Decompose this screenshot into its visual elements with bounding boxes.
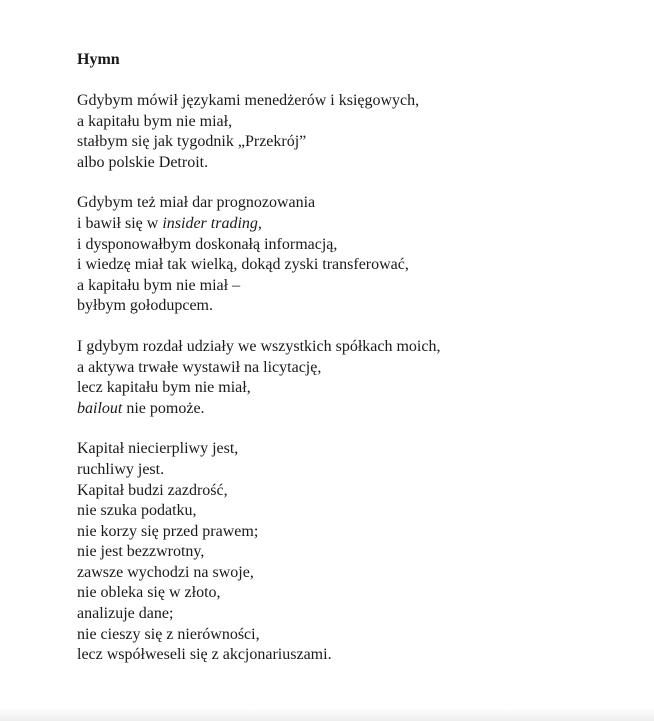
line-text: i bawił się w [77,214,163,232]
poem-line [77,583,637,604]
poem-line [77,522,637,543]
line-text: i wiedzę miał tak wielką, dokąd zyski transferować, [77,256,409,274]
poem-line [77,625,637,646]
line-text: nie pomoże. [122,399,205,417]
italic-text: bailout [77,399,123,417]
poem-line [77,645,637,666]
poem-line [77,501,637,522]
line-text: , [257,214,262,232]
line-text: Gdybym też miał dar prognozowania [77,194,316,212]
line-text: I gdybym rozdał udziały we wszystkich spółkach moich, [77,337,441,355]
line-text: Kapitał niecierpliwy jest, [77,440,239,458]
line-text: albo polskie Detroit. [77,153,209,171]
poem-line [77,193,637,214]
line-text: nie szuka podatku, [77,502,197,520]
line-text: nie korzy się przed prawem; [77,522,259,540]
poem-line [77,276,637,297]
poem-line [77,542,637,563]
poem-line [77,235,637,256]
poem-line [77,153,637,174]
poem-line [77,604,637,625]
poem-line [77,296,637,317]
stanza [77,91,637,173]
poem-line [77,399,637,420]
line-text: a kapitału bym nie miał – [77,276,241,294]
poem-line [77,132,637,153]
poem-line [77,337,637,358]
poem-line [77,439,637,460]
poem-line [77,214,637,235]
poem-title: Hymn [77,51,120,68]
line-text: ruchliwy jest. [77,460,165,478]
poem-line [77,358,637,379]
line-text: a kapitału bym nie miał, [77,112,233,130]
stanza [77,439,637,666]
line-text: stałbym się jak tygodnik „Przekrój” [77,133,307,151]
poem-line [77,563,637,584]
line-text: nie jest bezzwrotny, [77,543,205,561]
line-text: lecz kapitału bym nie miał, [77,379,251,397]
poem-line [77,112,637,133]
stanza [77,337,637,419]
line-text: Kapitał budzi zazdrość, [77,481,228,499]
poem-line [77,255,637,276]
line-text: a aktywa trwałe wystawił na licytację, [77,358,322,376]
line-text: zawsze wychodzi na swoje, [77,563,254,581]
poem-body [77,91,637,666]
line-text: i dysponowałbym doskonałą informacją, [77,235,338,253]
poem [77,50,637,686]
stanza [77,193,637,317]
line-text: nie obleka się w złoto, [77,584,221,602]
poem-line [77,378,637,399]
poem-line [77,481,637,502]
poem-line [77,91,637,112]
line-text: analizuje dane; [77,605,174,623]
poem-line [77,460,637,481]
italic-text: insider trading [162,214,258,232]
line-text: byłbym gołodupcem. [77,297,213,315]
line-text: nie cieszy się z nierówności, [77,625,260,643]
page-bottom-edge [0,707,654,721]
line-text: Gdybym mówił językami menedżerów i księgowych, [77,92,420,109]
line-text: lecz współweseli się z akcjonariuszami. [77,646,332,664]
